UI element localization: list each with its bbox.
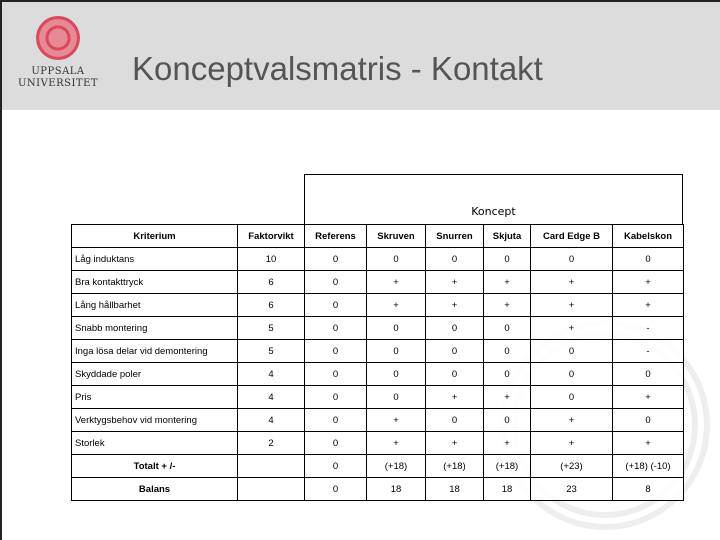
value-cell: + — [426, 271, 484, 294]
value-cell: 0 — [426, 363, 484, 386]
table-row — [72, 432, 684, 455]
value-cell: 0 — [613, 248, 684, 271]
criterion-cell: Låg induktans — [72, 248, 238, 271]
criterion-cell: Inga lösa delar vid demontering — [72, 340, 238, 363]
value-cell: 5 — [238, 340, 305, 363]
value-cell: 0 — [367, 317, 426, 340]
value-cell: 0 — [426, 409, 484, 432]
logo-line1: UPPSALA — [31, 66, 85, 77]
concept-matrix-table — [71, 224, 684, 501]
criterion-cell: Totalt + /- — [72, 455, 238, 478]
value-cell: 4 — [238, 363, 305, 386]
value-cell: 10 — [238, 248, 305, 271]
value-cell: (+23) — [531, 455, 613, 478]
value-cell: + — [367, 432, 426, 455]
value-cell: + — [367, 271, 426, 294]
table-row — [72, 340, 684, 363]
value-cell: 0 — [305, 363, 367, 386]
value-cell: 5 — [238, 317, 305, 340]
table-row — [72, 317, 684, 340]
value-cell: 0 — [531, 363, 613, 386]
value-cell: 0 — [305, 340, 367, 363]
criterion-cell: Verktygsbehov vid montering — [72, 409, 238, 432]
value-cell: + — [531, 271, 613, 294]
value-cell: 0 — [613, 363, 684, 386]
value-cell: 23 — [531, 478, 613, 501]
value-cell: 0 — [426, 248, 484, 271]
value-cell: 0 — [305, 386, 367, 409]
column-header: Kabelskon — [613, 225, 684, 248]
value-cell: 0 — [426, 317, 484, 340]
value-cell: 0 — [484, 317, 531, 340]
value-cell: + — [531, 294, 613, 317]
value-cell: 0 — [305, 409, 367, 432]
column-header: Referens — [305, 225, 367, 248]
value-cell: 18 — [484, 478, 531, 501]
value-cell: + — [426, 432, 484, 455]
value-cell — [238, 478, 305, 501]
value-cell: + — [367, 294, 426, 317]
table-row — [72, 409, 684, 432]
university-seal-icon — [36, 16, 80, 60]
value-cell: (+18) — [426, 455, 484, 478]
criterion-cell: Pris — [72, 386, 238, 409]
value-cell: 0 — [531, 386, 613, 409]
value-cell: (+18) — [484, 455, 531, 478]
value-cell: (+18) — [367, 455, 426, 478]
value-cell: - — [613, 340, 684, 363]
value-cell: + — [484, 271, 531, 294]
uppsala-logo — [16, 16, 100, 90]
logo-line2: UNIVERSITET — [17, 78, 99, 89]
value-cell: 0 — [367, 340, 426, 363]
value-cell: + — [613, 432, 684, 455]
value-cell: 0 — [305, 248, 367, 271]
criterion-cell: Skyddade poler — [72, 363, 238, 386]
value-cell: + — [531, 409, 613, 432]
value-cell: 0 — [305, 432, 367, 455]
value-cell: 0 — [367, 248, 426, 271]
column-header: Faktorvikt — [238, 225, 305, 248]
summary-row — [72, 478, 684, 501]
value-cell: + — [367, 409, 426, 432]
value-cell: 0 — [305, 317, 367, 340]
value-cell: 4 — [238, 386, 305, 409]
value-cell: 0 — [613, 409, 684, 432]
value-cell: + — [613, 386, 684, 409]
koncept-group-header — [304, 174, 683, 224]
value-cell: + — [484, 386, 531, 409]
criterion-cell: Lång hållbarhet — [72, 294, 238, 317]
column-header: Kriterium — [72, 225, 238, 248]
value-cell — [238, 455, 305, 478]
criterion-cell: Snabb montering — [72, 317, 238, 340]
column-header: Snurren — [426, 225, 484, 248]
summary-row — [72, 455, 684, 478]
value-cell: 6 — [238, 271, 305, 294]
value-cell: 0 — [367, 363, 426, 386]
value-cell: 0 — [426, 340, 484, 363]
column-header: Skjuta — [484, 225, 531, 248]
slide-header — [2, 2, 720, 110]
value-cell: 6 — [238, 294, 305, 317]
value-cell: + — [484, 294, 531, 317]
table-row — [72, 386, 684, 409]
value-cell: 0 — [305, 271, 367, 294]
table-row — [72, 363, 684, 386]
table-header-row — [72, 225, 684, 248]
column-header: Skruven — [367, 225, 426, 248]
koncept-label: Koncept — [471, 205, 516, 218]
value-cell: 18 — [367, 478, 426, 501]
value-cell: + — [531, 432, 613, 455]
slide-title: Konceptvalsmatris - Kontakt — [132, 50, 543, 87]
criterion-cell: Balans — [72, 478, 238, 501]
criterion-cell: Storlek — [72, 432, 238, 455]
value-cell: + — [531, 317, 613, 340]
table-row — [72, 294, 684, 317]
value-cell: 0 — [484, 248, 531, 271]
column-header: Card Edge B — [531, 225, 613, 248]
value-cell: 0 — [305, 455, 367, 478]
value-cell: 18 — [426, 478, 484, 501]
value-cell: 4 — [238, 409, 305, 432]
criterion-cell: Bra kontakttryck — [72, 271, 238, 294]
value-cell: 0 — [305, 478, 367, 501]
value-cell: - — [613, 317, 684, 340]
value-cell: 0 — [531, 248, 613, 271]
value-cell: + — [426, 386, 484, 409]
table-row — [72, 248, 684, 271]
value-cell: 0 — [484, 409, 531, 432]
value-cell: (+18) (-10) — [613, 455, 684, 478]
value-cell: 8 — [613, 478, 684, 501]
value-cell: + — [484, 432, 531, 455]
value-cell: + — [426, 294, 484, 317]
value-cell: 0 — [484, 340, 531, 363]
table-row — [72, 271, 684, 294]
value-cell: 0 — [484, 363, 531, 386]
value-cell: + — [613, 271, 684, 294]
value-cell: + — [613, 294, 684, 317]
value-cell: 0 — [305, 294, 367, 317]
value-cell: 0 — [367, 386, 426, 409]
value-cell: 0 — [531, 340, 613, 363]
value-cell: 2 — [238, 432, 305, 455]
